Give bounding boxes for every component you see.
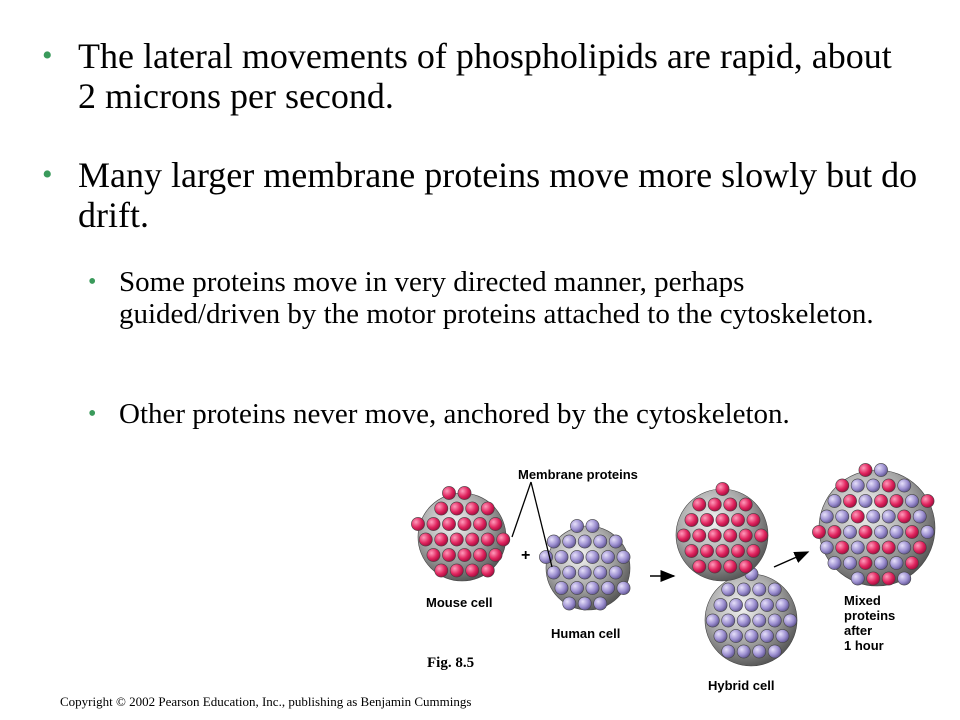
human-protein [578,566,591,579]
mouse-protein [458,548,471,561]
mouse-protein [466,533,479,546]
mouse-protein [724,498,737,511]
human-protein [882,510,895,523]
mouse-protein [859,525,872,538]
human-cell [539,519,630,610]
mouse-protein [685,513,698,526]
sub-bullet-item-1 [88,266,909,330]
copyright-notice: Copyright © 2002 Pearson Education, Inc., publishing as Benjamin Cummings [60,694,472,709]
human-protein [843,556,856,569]
bullet-text: Some proteins move in very directed manner, perhaps guided/driven by the motor proteins attached to the cytoskeleton. [119,266,874,330]
human-protein [729,598,742,611]
mouse-protein [867,541,880,554]
human-protein [722,645,735,658]
mouse-protein [747,513,760,526]
mouse-protein [739,529,752,542]
mouse-protein [882,541,895,554]
human-protein [836,510,849,523]
bullet-text: Other proteins never move, anchored by the cytoskeleton. [119,398,790,430]
human-protein [578,535,591,548]
mouse-protein [442,486,455,499]
human-protein [867,510,880,523]
human-protein [874,463,887,476]
human-protein [913,510,926,523]
plus-sign: + [521,547,531,564]
human-protein [729,629,742,642]
human-protein [776,598,789,611]
human-protein [898,541,911,554]
mouse-protein [466,502,479,515]
human-protein [776,629,789,642]
human-protein [617,550,630,563]
mouse-protein [859,556,872,569]
human-protein [867,479,880,492]
mixed-label-line-1: Mixed [844,593,881,608]
human-protein [768,645,781,658]
human-protein [768,614,781,627]
mouse-protein [427,548,440,561]
mixed-label-line-3: after [844,623,873,638]
mouse-protein [708,529,721,542]
mouse-protein [458,517,471,530]
mouse-cell-label: Mouse cell [426,595,493,610]
human-protein [737,614,750,627]
human-protein [760,629,773,642]
mouse-protein [716,513,729,526]
bullet-icon: • [42,39,53,72]
mouse-protein [913,541,926,554]
mouse-protein [882,479,895,492]
mouse-protein [693,529,706,542]
human-protein [594,535,607,548]
human-protein [594,566,607,579]
human-protein [851,541,864,554]
human-protein [753,614,766,627]
mouse-protein [747,544,760,557]
human-cell-label: Human cell [551,626,621,641]
human-protein [874,556,887,569]
mouse-protein [716,482,729,495]
mouse-protein [843,494,856,507]
arrow-mixing [774,552,808,567]
figure-caption: Fig. 8.5 [427,655,475,671]
human-protein [753,645,766,658]
mouse-protein [739,498,752,511]
mouse-cell [411,486,509,581]
human-protein [714,629,727,642]
bullet-item-1 [42,36,918,116]
human-protein [601,550,614,563]
human-protein [745,629,758,642]
mouse-protein [724,560,737,573]
bullet-icon: • [88,269,97,295]
mouse-protein [708,498,721,511]
human-protein [820,541,833,554]
pointer-line-mouse [512,482,531,537]
human-protein [563,566,576,579]
human-protein [768,583,781,596]
human-protein [570,550,583,563]
mouse-protein [481,502,494,515]
human-protein [745,598,758,611]
human-protein [851,572,864,585]
mouse-protein [851,510,864,523]
human-protein [570,519,583,532]
mouse-protein [708,560,721,573]
human-protein [609,566,622,579]
human-protein [547,566,560,579]
mouse-protein [700,513,713,526]
mouse-protein [442,517,455,530]
cell-fusion-figure [410,455,950,695]
human-protein [843,525,856,538]
human-protein [706,614,719,627]
human-protein [890,556,903,569]
mouse-protein [898,510,911,523]
bullet-text: Many larger membrane proteins move more slowly but do drift. [78,155,918,235]
mouse-protein [435,502,448,515]
human-protein [555,581,568,594]
mouse-protein [812,525,825,538]
mouse-protein [473,517,486,530]
mouse-protein [716,544,729,557]
human-protein [921,525,934,538]
mouse-protein [411,517,424,530]
mouse-protein [693,498,706,511]
mouse-protein [859,463,872,476]
mouse-protein [466,564,479,577]
mouse-protein [921,494,934,507]
bullet-text: The lateral movements of phospholipids are rapid, about 2 microns per second. [78,36,892,116]
human-protein [753,583,766,596]
human-protein [586,581,599,594]
mouse-protein [481,564,494,577]
human-protein [760,598,773,611]
human-protein [898,572,911,585]
bullet-item-2 [42,155,918,235]
human-protein [570,581,583,594]
human-protein [586,550,599,563]
mouse-protein [458,486,471,499]
mouse-protein [435,533,448,546]
human-protein [820,510,833,523]
mouse-protein [731,544,744,557]
human-protein [828,556,841,569]
mouse-protein [442,548,455,561]
mouse-protein [836,541,849,554]
mouse-protein [427,517,440,530]
mouse-protein [874,494,887,507]
human-protein [890,525,903,538]
mouse-protein [489,548,502,561]
membrane-proteins-label: Membrane proteins [518,467,638,482]
human-protein [617,581,630,594]
mouse-protein [677,529,690,542]
mouse-protein [450,533,463,546]
human-protein [905,494,918,507]
mouse-protein [867,572,880,585]
human-protein [784,614,797,627]
human-protein [563,597,576,610]
sub-bullet-item-2 [88,398,909,430]
mouse-protein [489,517,502,530]
human-protein [594,597,607,610]
mouse-protein [700,544,713,557]
human-protein [555,550,568,563]
hybrid-cell-label: Hybrid cell [708,678,775,693]
mouse-protein [755,529,768,542]
bullet-icon: • [42,158,53,191]
mouse-protein [473,548,486,561]
human-protein [547,535,560,548]
human-protein [828,494,841,507]
mouse-protein [905,525,918,538]
mouse-protein [450,502,463,515]
human-protein [737,583,750,596]
human-protein [601,581,614,594]
bullet-icon: • [88,401,97,427]
mouse-protein [497,533,510,546]
human-protein [563,535,576,548]
mixed-label-line-2: proteins [844,608,896,623]
human-protein [874,525,887,538]
mouse-protein [882,572,895,585]
mouse-protein [724,529,737,542]
mouse-protein [890,494,903,507]
human-protein [737,645,750,658]
human-protein [722,614,735,627]
human-protein [578,597,591,610]
hybrid-cell [676,482,797,666]
mouse-protein [685,544,698,557]
human-protein [722,583,735,596]
mouse-protein [828,525,841,538]
mouse-protein [905,556,918,569]
human-protein [859,494,872,507]
mixed-cell [812,463,935,586]
mouse-protein [481,533,494,546]
mouse-protein [731,513,744,526]
human-protein [586,519,599,532]
human-protein [851,479,864,492]
human-protein [714,598,727,611]
human-protein [898,479,911,492]
mouse-protein [739,560,752,573]
mouse-protein [435,564,448,577]
human-protein [609,535,622,548]
mixed-label-line-4: 1 hour [844,638,884,653]
mouse-protein [693,560,706,573]
mouse-protein [450,564,463,577]
mouse-protein [836,479,849,492]
mouse-protein [419,533,432,546]
